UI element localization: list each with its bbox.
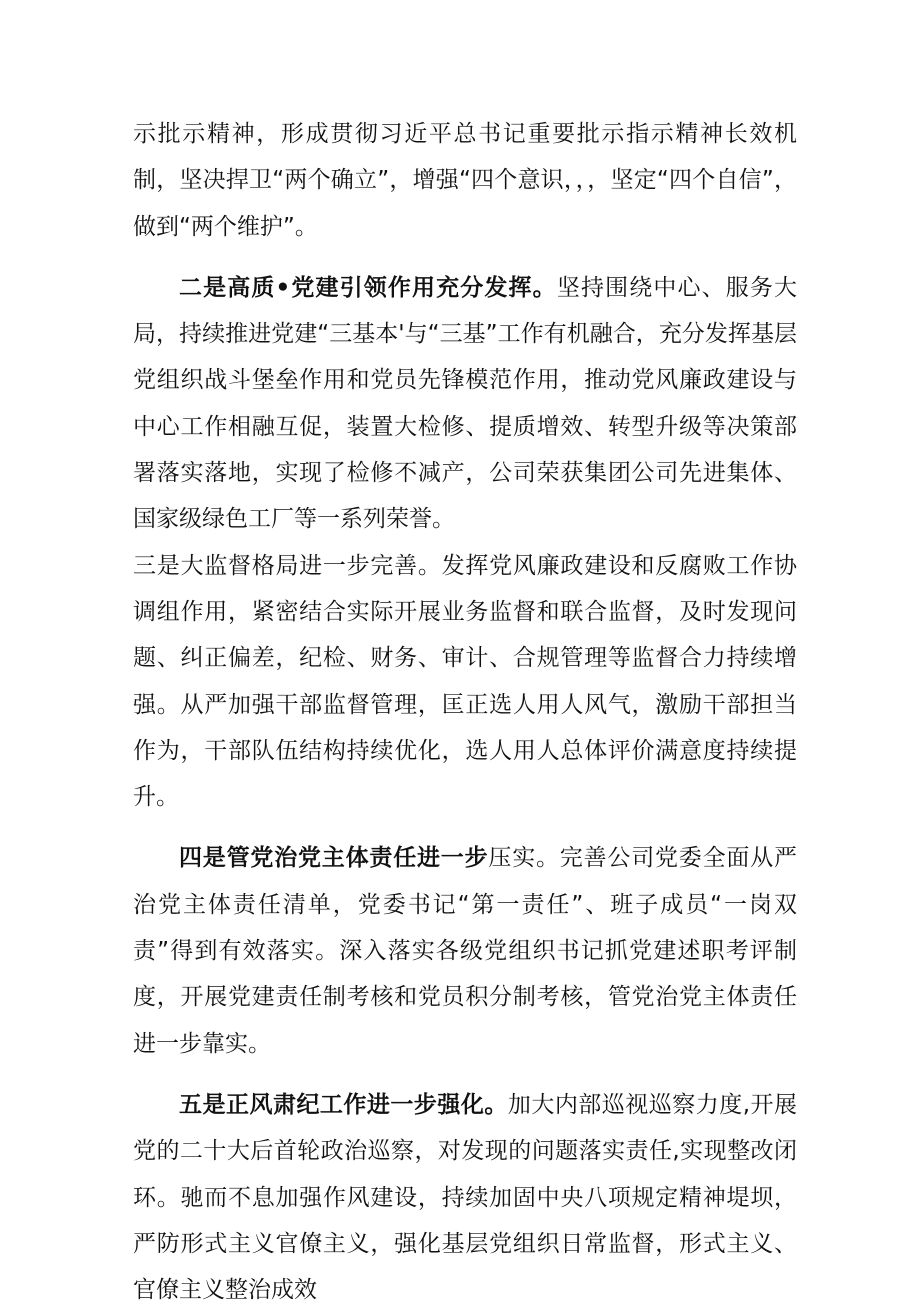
paragraph-lead: 二是高质•党建引领作用充分发挥。 <box>179 274 557 301</box>
paragraph-continuation <box>133 111 797 250</box>
paragraph-two <box>133 265 797 543</box>
paragraph-five <box>133 1082 797 1313</box>
paragraph-three <box>133 543 797 821</box>
paragraph-text: 坚持围绕中心、服务大局，持续推进党建“三基本'与“三基”工作有机融合，充分发挥基层党组织战斗堡垒作用和党员先锋模范作用，推动党风廉政建设与中心工作相融互促，装置大检修、提质增效、转型升级等决策部署落实落地，实现了检修不减产，公司荣获集团公司先进集体、国家级绿色工厂等一系列荣誉。 <box>133 274 797 533</box>
paragraph-text: 压实。完善公司党委全面从严治党主体责任清单，党委书记“第一责任”、班子成员“一岗双责”得到有效落实。深入落实各级党组织书记抓党建述职考评制度，开展党建责任制考核和党员积分制考核，管党治党主体责任进一步靠实。 <box>133 845 798 1057</box>
paragraph-lead: 四是管党治党主体责任进一步 <box>179 845 489 872</box>
document-body <box>133 111 797 1313</box>
paragraph-text: 加大内部巡视巡察力度,开展党的二十大后首轮政治巡察，对发现的问题落实责任,实现整改闭环。驰而不息加强作风建设，持续加固中央八项规定精神堤坝，严防形式主义官僚主义，强化基层党组织日常监督，形式主义、官僚主义整治成效 <box>133 1091 798 1304</box>
paragraph-text: 示批示精神，形成贯彻习近平总书记重要批示指示精神长效机制，坚决捍卫“两个确立”，增强“四个意识，，，坚定“四个自信”，做到“两个维护”。 <box>133 121 797 240</box>
paragraph-lead: 五是正风肃纪工作进一步强化。 <box>179 1091 508 1118</box>
paragraph-four <box>133 835 797 1066</box>
paragraph-text: 三是大监督格局进一步完善。发挥党风廉政建设和反腐败工作协调组作用，紧密结合实际开展业务监督和联合监督，及时发现问题、纠正偏差，纪检、财务、审计、合规管理等监督合力持续增强。从严加强干部监督管理，匡正选人用人风气，激励干部担当作为，干部队伍结构持续优化，选人用人总体评价满意度持续提升。 <box>133 552 797 811</box>
